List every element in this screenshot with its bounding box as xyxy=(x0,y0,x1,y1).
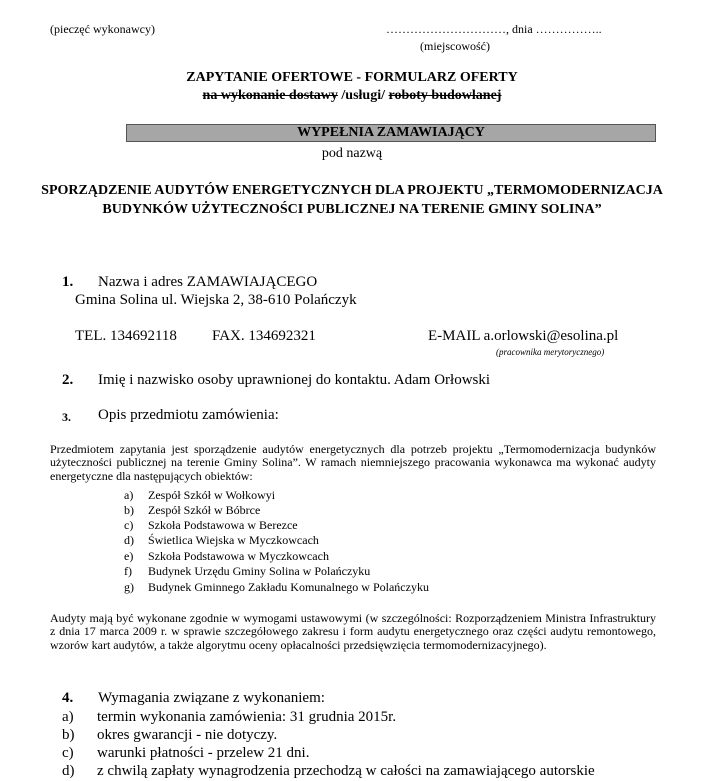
section-bar: WYPEŁNIA ZAMAWIAJĄCY xyxy=(126,124,656,142)
item1-fax: FAX. 134692321 xyxy=(212,328,316,344)
item4-number: 4. xyxy=(62,690,74,706)
stamp-label: (pieczęć wykonawcy) xyxy=(50,22,155,36)
object-item: b) Zespół Szkół w Bóbrce xyxy=(124,503,261,517)
item3-number: 3. xyxy=(62,410,71,424)
item4-heading: Wymagania związane z wykonaniem: xyxy=(98,690,325,706)
object-item: c) Szkoła Podstawowa w Berezce xyxy=(124,518,298,532)
item1-address: Gmina Solina ul. Wiejska 2, 38-610 Polańczyk xyxy=(75,292,357,308)
under-name: pod nazwą xyxy=(321,146,383,161)
project-title: SPORZĄDZENIE AUDYTÓW ENERGETYCZNYCH DLA PROJEKTU „TERMOMODERNIZACJA BUDYNKÓW UŻYTECZNOŚCI PUBLICZNEJ NA TERENIE GMINY SOLINA” xyxy=(41,183,663,217)
requirement-item: b) okres gwarancji - nie dotyczy. xyxy=(62,727,278,743)
item1-email: E-MAIL a.orlowski@esolina.pl xyxy=(428,328,619,344)
item3-intro: Przedmiotem zapytania jest sporządzenie audytów energetycznych dla potrzeb projektu „Termomodernizacja budynków użyteczności publicznej na terenie Gminy Solina”. W ramach niemniejszego pracowania wykonawca ma wykonać audyty energetyczne dla następujących obiektów: xyxy=(50,442,656,483)
requirement-item: c) warunki płatności - przelew 21 dni. xyxy=(62,745,310,761)
subtitle-works: roboty budowlanej xyxy=(388,88,502,103)
requirement-item: a) termin wykonania zamówienia: 31 grudnia 2015r. xyxy=(62,709,397,725)
item1-heading: Nazwa i adres ZAMAWIAJĄCEGO xyxy=(98,274,318,290)
place-date-line: …………………………, dnia …………….. xyxy=(386,22,602,36)
subtitle-delivery: na wykonanie dostawy xyxy=(202,88,338,103)
item2-number: 2. xyxy=(62,372,74,388)
object-item: g) Budynek Gminnego Zakładu Komunalnego w Polańczyku xyxy=(124,580,429,594)
place-caption: (miejscowość) xyxy=(420,39,490,53)
item1-number: 1. xyxy=(62,274,74,290)
document-subtitle xyxy=(0,88,704,104)
requirement-item: d) z chwilą zapłaty wynagrodzenia przechodzą w całości na zamawiającego autorskie xyxy=(62,763,595,779)
item2-text: Imię i nazwisko osoby uprawnionej do kontaktu. Adam Orłowski xyxy=(98,372,491,388)
item3-outro: Audyty mają być wykonane zgodnie w wymogami ustawowymi (w szczególności: Rozporządzeniem Ministra Infrastruktury z dnia 17 marca 2009 r. w sprawie szczegółowego zakresu i form audytu energetycznego oraz części audytu remontowego, wzorów kart audytów, a także algorytmu oceny opłacalności przedsięwzięcia termomodernizacyjnego). xyxy=(50,611,656,652)
object-item: f) Budynek Urzędu Gminy Solina w Polańczyku xyxy=(124,564,371,578)
item1-tel: TEL. 134692118 xyxy=(75,328,177,344)
item1-email-note: (pracownika merytorycznego) xyxy=(496,347,605,357)
object-item: d) Świetlica Wiejska w Myczkowcach xyxy=(124,533,319,547)
object-item: a) Zespół Szkół w Wołkowyi xyxy=(124,488,276,502)
subtitle-services: /usługi/ xyxy=(337,88,389,103)
object-item: e) Szkoła Podstawowa w Myczkowcach xyxy=(124,549,329,563)
document-title: ZAPYTANIE OFERTOWE - FORMULARZ OFERTY xyxy=(186,70,518,85)
item3-heading: Opis przedmiotu zamówienia: xyxy=(98,407,279,423)
